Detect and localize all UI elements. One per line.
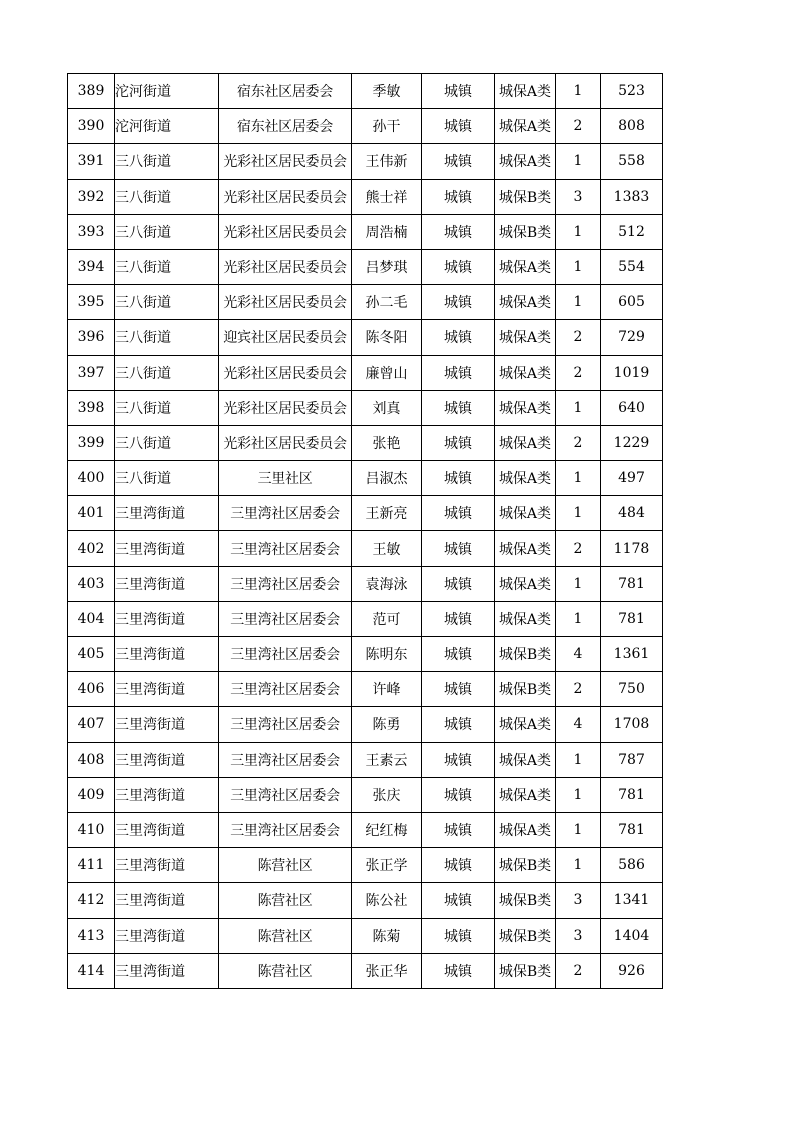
row-index-cell: 389: [68, 74, 115, 109]
amount-cell: 729: [601, 320, 663, 355]
amount-cell: 1341: [601, 883, 663, 918]
street-cell: 三八街道: [115, 285, 219, 320]
row-index-cell: 402: [68, 531, 115, 566]
street-cell: 三八街道: [115, 390, 219, 425]
table-row: [68, 953, 663, 988]
row-index-cell: 395: [68, 285, 115, 320]
category-cell: 城保A类: [495, 390, 556, 425]
row-index-cell: 405: [68, 637, 115, 672]
name-cell: 范可: [352, 601, 422, 636]
household-count-cell: 2: [556, 320, 601, 355]
relief-roster-table: [67, 73, 663, 989]
household-count-cell: 4: [556, 707, 601, 742]
row-index-cell: 394: [68, 249, 115, 284]
table-row: [68, 707, 663, 742]
name-cell: 张庆: [352, 777, 422, 812]
area-cell: 城镇: [422, 637, 495, 672]
name-cell: 许峰: [352, 672, 422, 707]
household-count-cell: 3: [556, 883, 601, 918]
area-cell: 城镇: [422, 707, 495, 742]
street-cell: 三八街道: [115, 179, 219, 214]
community-cell: 光彩社区居民委员会: [219, 425, 352, 460]
street-cell: 三里湾街道: [115, 883, 219, 918]
household-count-cell: 1: [556, 812, 601, 847]
name-cell: 王伟新: [352, 144, 422, 179]
category-cell: 城保A类: [495, 777, 556, 812]
table-row: [68, 531, 663, 566]
household-count-cell: 1: [556, 214, 601, 249]
category-cell: 城保B类: [495, 672, 556, 707]
table-row: [68, 742, 663, 777]
name-cell: 张正学: [352, 848, 422, 883]
table-row: [68, 777, 663, 812]
category-cell: 城保A类: [495, 144, 556, 179]
name-cell: 陈冬阳: [352, 320, 422, 355]
amount-cell: 1383: [601, 179, 663, 214]
area-cell: 城镇: [422, 285, 495, 320]
community-cell: 陈营社区: [219, 883, 352, 918]
community-cell: 三里湾社区居委会: [219, 707, 352, 742]
category-cell: 城保A类: [495, 320, 556, 355]
household-count-cell: 3: [556, 918, 601, 953]
table-row: [68, 812, 663, 847]
street-cell: 三八街道: [115, 320, 219, 355]
category-cell: 城保A类: [495, 285, 556, 320]
street-cell: 三里湾街道: [115, 531, 219, 566]
table-row: [68, 637, 663, 672]
amount-cell: 605: [601, 285, 663, 320]
area-cell: 城镇: [422, 883, 495, 918]
table-row: [68, 144, 663, 179]
table-row: [68, 883, 663, 918]
household-count-cell: 2: [556, 425, 601, 460]
household-count-cell: 2: [556, 531, 601, 566]
category-cell: 城保A类: [495, 707, 556, 742]
amount-cell: 781: [601, 601, 663, 636]
table-row: [68, 496, 663, 531]
household-count-cell: 1: [556, 285, 601, 320]
amount-cell: 808: [601, 109, 663, 144]
community-cell: 三里湾社区居委会: [219, 601, 352, 636]
row-index-cell: 406: [68, 672, 115, 707]
category-cell: 城保B类: [495, 637, 556, 672]
street-cell: 三里湾街道: [115, 601, 219, 636]
community-cell: 三里湾社区居委会: [219, 672, 352, 707]
table-row: [68, 848, 663, 883]
area-cell: 城镇: [422, 812, 495, 847]
area-cell: 城镇: [422, 742, 495, 777]
name-cell: 刘真: [352, 390, 422, 425]
category-cell: 城保A类: [495, 812, 556, 847]
row-index-cell: 400: [68, 461, 115, 496]
category-cell: 城保B类: [495, 179, 556, 214]
row-index-cell: 407: [68, 707, 115, 742]
community-cell: 光彩社区居民委员会: [219, 214, 352, 249]
community-cell: 迎宾社区居民委员会: [219, 320, 352, 355]
row-index-cell: 413: [68, 918, 115, 953]
table-row: [68, 74, 663, 109]
amount-cell: 1708: [601, 707, 663, 742]
name-cell: 吕淑杰: [352, 461, 422, 496]
table-row: [68, 320, 663, 355]
amount-cell: 586: [601, 848, 663, 883]
community-cell: 宿东社区居委会: [219, 109, 352, 144]
street-cell: 三里湾街道: [115, 672, 219, 707]
name-cell: 张艳: [352, 425, 422, 460]
row-index-cell: 411: [68, 848, 115, 883]
household-count-cell: 2: [556, 953, 601, 988]
community-cell: 三里湾社区居委会: [219, 566, 352, 601]
category-cell: 城保A类: [495, 531, 556, 566]
household-count-cell: 1: [556, 390, 601, 425]
amount-cell: 787: [601, 742, 663, 777]
area-cell: 城镇: [422, 179, 495, 214]
amount-cell: 926: [601, 953, 663, 988]
area-cell: 城镇: [422, 777, 495, 812]
amount-cell: 1229: [601, 425, 663, 460]
name-cell: 王素云: [352, 742, 422, 777]
table-row: [68, 214, 663, 249]
community-cell: 光彩社区居民委员会: [219, 285, 352, 320]
table-row: [68, 601, 663, 636]
area-cell: 城镇: [422, 953, 495, 988]
household-count-cell: 1: [556, 74, 601, 109]
area-cell: 城镇: [422, 74, 495, 109]
table-row: [68, 918, 663, 953]
community-cell: 三里湾社区居委会: [219, 742, 352, 777]
category-cell: 城保A类: [495, 742, 556, 777]
row-index-cell: 399: [68, 425, 115, 460]
area-cell: 城镇: [422, 496, 495, 531]
name-cell: 张正华: [352, 953, 422, 988]
name-cell: 廉曾山: [352, 355, 422, 390]
area-cell: 城镇: [422, 109, 495, 144]
community-cell: 三里湾社区居委会: [219, 496, 352, 531]
row-index-cell: 412: [68, 883, 115, 918]
street-cell: 沱河街道: [115, 109, 219, 144]
category-cell: 城保B类: [495, 214, 556, 249]
street-cell: 三八街道: [115, 461, 219, 496]
category-cell: 城保B类: [495, 848, 556, 883]
category-cell: 城保A类: [495, 249, 556, 284]
area-cell: 城镇: [422, 144, 495, 179]
community-cell: 光彩社区居民委员会: [219, 179, 352, 214]
name-cell: 王新亮: [352, 496, 422, 531]
community-cell: 三里湾社区居委会: [219, 531, 352, 566]
name-cell: 周浩楠: [352, 214, 422, 249]
street-cell: 三里湾街道: [115, 812, 219, 847]
table-row: [68, 285, 663, 320]
street-cell: 三里湾街道: [115, 566, 219, 601]
amount-cell: 554: [601, 249, 663, 284]
row-index-cell: 409: [68, 777, 115, 812]
community-cell: 陈营社区: [219, 953, 352, 988]
row-index-cell: 396: [68, 320, 115, 355]
amount-cell: 1404: [601, 918, 663, 953]
street-cell: 三八街道: [115, 214, 219, 249]
category-cell: 城保A类: [495, 355, 556, 390]
community-cell: 光彩社区居民委员会: [219, 390, 352, 425]
street-cell: 三八街道: [115, 144, 219, 179]
row-index-cell: 390: [68, 109, 115, 144]
table-row: [68, 425, 663, 460]
category-cell: 城保A类: [495, 74, 556, 109]
amount-cell: 781: [601, 777, 663, 812]
table-row: [68, 109, 663, 144]
amount-cell: 781: [601, 812, 663, 847]
community-cell: 三里湾社区居委会: [219, 777, 352, 812]
table-row: [68, 249, 663, 284]
amount-cell: 640: [601, 390, 663, 425]
name-cell: 陈明东: [352, 637, 422, 672]
row-index-cell: 410: [68, 812, 115, 847]
community-cell: 三里社区: [219, 461, 352, 496]
area-cell: 城镇: [422, 531, 495, 566]
category-cell: 城保B类: [495, 953, 556, 988]
street-cell: 三里湾街道: [115, 918, 219, 953]
category-cell: 城保A类: [495, 109, 556, 144]
table-row: [68, 672, 663, 707]
household-count-cell: 1: [556, 601, 601, 636]
category-cell: 城保A类: [495, 496, 556, 531]
category-cell: 城保A类: [495, 601, 556, 636]
row-index-cell: 397: [68, 355, 115, 390]
table-row: [68, 179, 663, 214]
area-cell: 城镇: [422, 461, 495, 496]
community-cell: 陈营社区: [219, 848, 352, 883]
amount-cell: 781: [601, 566, 663, 601]
amount-cell: 1361: [601, 637, 663, 672]
row-index-cell: 398: [68, 390, 115, 425]
community-cell: 三里湾社区居委会: [219, 812, 352, 847]
household-count-cell: 1: [556, 249, 601, 284]
row-index-cell: 408: [68, 742, 115, 777]
household-count-cell: 2: [556, 109, 601, 144]
category-cell: 城保A类: [495, 461, 556, 496]
street-cell: 三里湾街道: [115, 637, 219, 672]
table-row: [68, 355, 663, 390]
area-cell: 城镇: [422, 918, 495, 953]
name-cell: 熊士祥: [352, 179, 422, 214]
name-cell: 季敏: [352, 74, 422, 109]
community-cell: 三里湾社区居委会: [219, 637, 352, 672]
area-cell: 城镇: [422, 848, 495, 883]
roster-body: [68, 74, 663, 989]
area-cell: 城镇: [422, 566, 495, 601]
table-row: [68, 566, 663, 601]
row-index-cell: 392: [68, 179, 115, 214]
household-count-cell: 2: [556, 672, 601, 707]
household-count-cell: 2: [556, 355, 601, 390]
street-cell: 三里湾街道: [115, 496, 219, 531]
community-cell: 光彩社区居民委员会: [219, 355, 352, 390]
community-cell: 宿东社区居委会: [219, 74, 352, 109]
name-cell: 陈菊: [352, 918, 422, 953]
area-cell: 城镇: [422, 214, 495, 249]
amount-cell: 512: [601, 214, 663, 249]
category-cell: 城保A类: [495, 566, 556, 601]
amount-cell: 497: [601, 461, 663, 496]
name-cell: 陈勇: [352, 707, 422, 742]
row-index-cell: 404: [68, 601, 115, 636]
row-index-cell: 403: [68, 566, 115, 601]
row-index-cell: 391: [68, 144, 115, 179]
category-cell: 城保B类: [495, 883, 556, 918]
amount-cell: 750: [601, 672, 663, 707]
table-row: [68, 461, 663, 496]
community-cell: 光彩社区居民委员会: [219, 144, 352, 179]
amount-cell: 1019: [601, 355, 663, 390]
amount-cell: 484: [601, 496, 663, 531]
household-count-cell: 1: [556, 496, 601, 531]
row-index-cell: 401: [68, 496, 115, 531]
category-cell: 城保B类: [495, 918, 556, 953]
street-cell: 三里湾街道: [115, 848, 219, 883]
street-cell: 三八街道: [115, 425, 219, 460]
household-count-cell: 1: [556, 848, 601, 883]
area-cell: 城镇: [422, 320, 495, 355]
community-cell: 光彩社区居民委员会: [219, 249, 352, 284]
row-index-cell: 414: [68, 953, 115, 988]
category-cell: 城保A类: [495, 425, 556, 460]
street-cell: 三里湾街道: [115, 777, 219, 812]
area-cell: 城镇: [422, 355, 495, 390]
area-cell: 城镇: [422, 390, 495, 425]
name-cell: 袁海泳: [352, 566, 422, 601]
name-cell: 孙二毛: [352, 285, 422, 320]
street-cell: 沱河街道: [115, 74, 219, 109]
name-cell: 陈公社: [352, 883, 422, 918]
household-count-cell: 4: [556, 637, 601, 672]
street-cell: 三里湾街道: [115, 742, 219, 777]
household-count-cell: 1: [556, 742, 601, 777]
area-cell: 城镇: [422, 249, 495, 284]
household-count-cell: 1: [556, 461, 601, 496]
area-cell: 城镇: [422, 601, 495, 636]
name-cell: 吕梦琪: [352, 249, 422, 284]
table-row: [68, 390, 663, 425]
row-index-cell: 393: [68, 214, 115, 249]
household-count-cell: 1: [556, 777, 601, 812]
community-cell: 陈营社区: [219, 918, 352, 953]
street-cell: 三八街道: [115, 355, 219, 390]
household-count-cell: 1: [556, 144, 601, 179]
amount-cell: 558: [601, 144, 663, 179]
name-cell: 孙干: [352, 109, 422, 144]
street-cell: 三里湾街道: [115, 707, 219, 742]
area-cell: 城镇: [422, 425, 495, 460]
amount-cell: 523: [601, 74, 663, 109]
household-count-cell: 3: [556, 179, 601, 214]
street-cell: 三里湾街道: [115, 953, 219, 988]
name-cell: 纪红梅: [352, 812, 422, 847]
area-cell: 城镇: [422, 672, 495, 707]
street-cell: 三八街道: [115, 249, 219, 284]
name-cell: 王敏: [352, 531, 422, 566]
household-count-cell: 1: [556, 566, 601, 601]
amount-cell: 1178: [601, 531, 663, 566]
